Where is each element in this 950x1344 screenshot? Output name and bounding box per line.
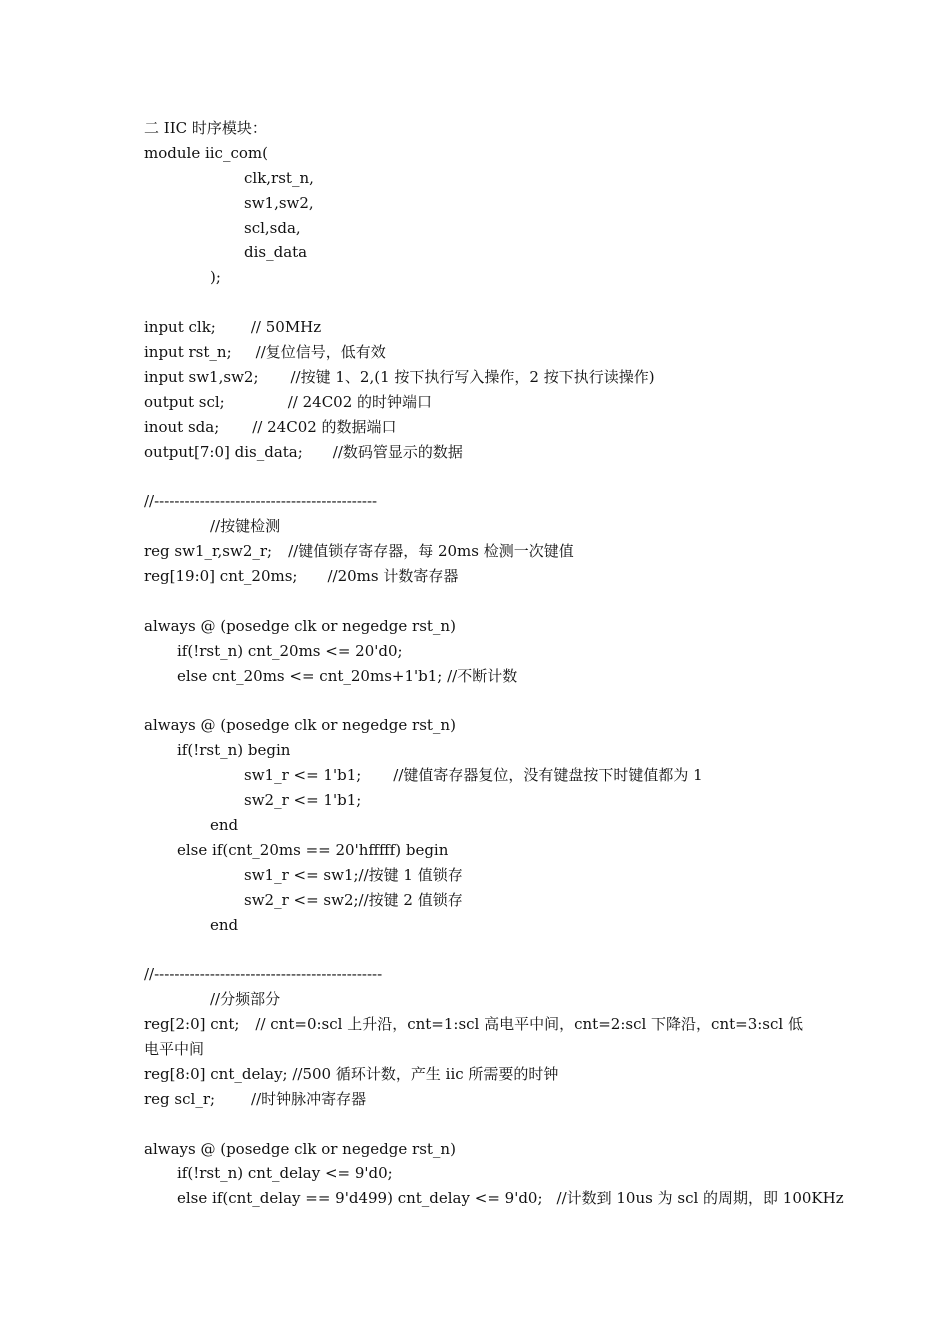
code-line: [144, 1186, 844, 1211]
reg-comment: //时钟脉冲寄存器: [251, 1089, 367, 1108]
decl-code: input rst_n;: [144, 343, 232, 362]
section-heading: //分频部分: [210, 990, 281, 1009]
always-block-head: always @ (posedge clk or negedge rst_n): [144, 716, 456, 735]
reg-comment: // cnt=0:scl 上升沿，cnt=1:scl 高电平中间，cnt=2:scl 下降沿，cnt=3:scl 低电平中间: [144, 1015, 803, 1058]
declaration-line: [144, 415, 814, 440]
blank-line: [144, 937, 814, 962]
decl-comment: // 24C02 的时钟端口: [287, 392, 433, 411]
code-line: end: [210, 915, 239, 934]
always-block-head: always @ (posedge clk or negedge rst_n): [144, 1139, 456, 1158]
module-close: );: [210, 268, 221, 287]
blank-line: [144, 1112, 814, 1137]
blank-line: [144, 589, 814, 614]
blank-line: [144, 688, 814, 713]
decl-code: output[7:0] dis_data;: [144, 442, 303, 461]
declaration-line: [144, 440, 814, 465]
code-listing: [144, 116, 844, 1211]
decl-code: output scl;: [144, 392, 225, 411]
module-port: clk,rst_n,: [244, 168, 314, 187]
module-port: scl,sda,: [244, 218, 301, 237]
decl-comment: //复位信号，低有效: [255, 343, 386, 362]
reg-code: reg[19:0] cnt_20ms;: [144, 567, 298, 586]
code-stmt: sw1_r <= 1'b1;: [244, 766, 362, 785]
blank-line: [144, 290, 814, 315]
reg-line: [144, 539, 814, 564]
code-line: [144, 763, 814, 788]
reg-code: reg scl_r;: [144, 1089, 216, 1108]
reg-line: [144, 564, 814, 589]
code-line: if(!rst_n) cnt_20ms <= 20'd0;: [177, 641, 403, 660]
decl-comment: //数码管显示的数据: [332, 442, 463, 461]
code-line: sw2_r <= 1'b1;: [244, 791, 362, 810]
code-comment: //键值寄存器复位，没有键盘按下时键值都为 1: [393, 766, 703, 785]
module-port: dis_data: [244, 243, 308, 262]
divider-comment: //--------------------------------------------: [144, 492, 378, 511]
code-comment: //计数到 10us 为 scl 的周期，即 100KHz: [556, 1189, 844, 1208]
decl-code: input clk;: [144, 318, 216, 337]
declaration-line: [144, 340, 814, 365]
reg-line: [144, 1087, 814, 1112]
section-title: 二 IIC 时序模块：: [144, 119, 267, 137]
divider-comment: //---------------------------------------------: [144, 965, 383, 984]
code-line: else if(cnt_20ms == 20'hfffff) begin: [177, 840, 449, 859]
reg-line: reg[8:0] cnt_delay; //500 循环计数，产生 iic 所需要的时钟: [144, 1064, 559, 1083]
section-heading: //按键检测: [210, 517, 281, 536]
decl-code: inout sda;: [144, 417, 220, 436]
code-line: sw2_r <= sw2;//按键 2 值锁存: [244, 890, 463, 909]
reg-code: reg[2:0] cnt;: [144, 1015, 240, 1034]
code-line: end: [210, 815, 239, 834]
reg-comment: //20ms 计数寄存器: [327, 567, 459, 586]
decl-code: input sw1,sw2;: [144, 367, 259, 386]
decl-comment: //按键 1、2,(1 按下执行写入操作，2 按下执行读操作): [290, 367, 655, 386]
code-line: if(!rst_n) cnt_delay <= 9'd0;: [177, 1164, 393, 1183]
module-header: module iic_com(: [144, 143, 268, 162]
always-block-head: always @ (posedge clk or negedge rst_n): [144, 616, 456, 635]
decl-comment: // 50MHz: [250, 318, 322, 337]
reg-line: [144, 1012, 814, 1062]
declaration-line: [144, 315, 814, 340]
code-line: if(!rst_n) begin: [177, 741, 291, 760]
code-stmt: else if(cnt_delay == 9'd499) cnt_delay <= 9'd0;: [177, 1189, 543, 1208]
code-line: sw1_r <= sw1;//按键 1 值锁存: [244, 865, 463, 884]
declaration-line: [144, 390, 814, 415]
reg-code: reg sw1_r,sw2_r;: [144, 542, 273, 561]
reg-comment: //键值锁存寄存器，每 20ms 检测一次键值: [288, 542, 574, 561]
blank-line: [144, 464, 814, 489]
decl-comment: // 24C02 的数据端口: [252, 417, 397, 436]
code-line: else cnt_20ms <= cnt_20ms+1'b1; //不断计数: [177, 666, 518, 685]
declaration-line: [144, 365, 814, 390]
module-port: sw1,sw2,: [244, 193, 314, 212]
